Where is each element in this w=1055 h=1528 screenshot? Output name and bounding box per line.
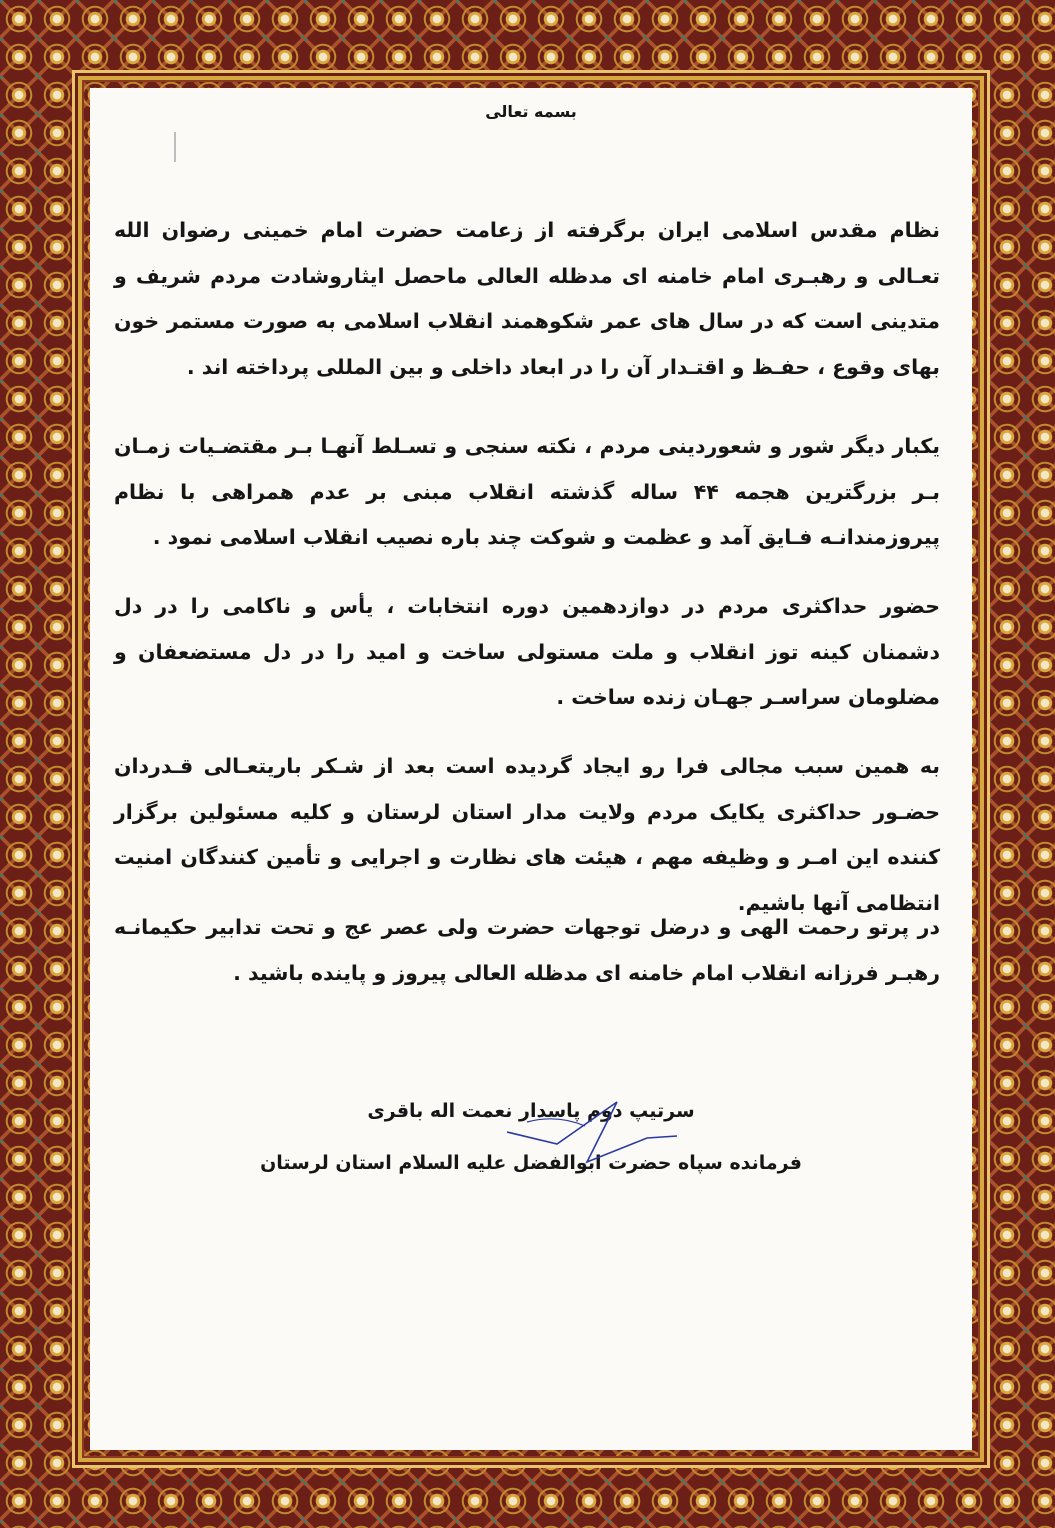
signature-block: [90, 1100, 972, 1174]
signer-title: فرمانده سپاه حضرت ابوالفضل علیه السلام استان لرستان: [260, 1152, 802, 1174]
paragraph-2: یکبار دیگر شور و شعوردینی مردم ، نکته سنجی و تسـلط آنهـا بـر مقتضـیات زمـان بـر بزرگترین هجمه ۴۴ ساله گذشته انقلاب مبنی بر عدم همراهی با نظام پیروزمندانـه فـایق آمد و عظمت و شوکت چند باره نصیب انقلاب اسلامی نمود .: [114, 434, 940, 549]
paragraph-3: حضور حداکثری مردم در دوازدهمین دوره انتخابات ، یأس و ناکامی را در دل دشمنان کینه توز انقلاب و ملت مستولی ساخت و امید را در دل مستضعفان و مضلومان سراسـر جهـان زنده ساخت .: [114, 594, 940, 709]
paragraph-4: به همین سبب مجالی فرا رو ایجاد گردیده است بعد از شـکر باریتعـالی قـدردان حضـور حداکثری یکایک مردم ولایت مدار استان لرستان و کلیه مسئولین برگزار کننده این امـر و وظیفه مهم ، هیئت های نظارت و اجرایی و تأمین کنندگان امنیت انتظامی آنها باشیم.: [114, 754, 940, 915]
signer-name-text: سرتیپ دوم پاسدار نعمت اله باقری: [367, 1100, 695, 1122]
paragraph-5: در پرتو رحمت الهی و درضل توجهات حضرت ولی عصر عج و تحت تدابیر حکیمانـه رهبـر فرزانه انقلاب امام خامنه ای مدظله العالی پیروز و پاینده باشید .: [114, 915, 940, 985]
letter-page: [90, 88, 972, 1450]
paragraph-1: نظام مقدس اسلامی ایران برگرفته از زعامت حضرت امام خمینی رضوان الله تعـالی و رهبـری امام خامنه ای مدظله العالی ماحصل ایثاروشادت مردم شریف و متدینی است که در سال های عمر شکوهمند انقلاب اسلامی به صورت مستمر خون بهای وقوع ، حفـظ و اقتـدار آن را در ابعاد داخلی و بین المللی پرداخته اند .: [114, 218, 940, 379]
signer-name: [367, 1100, 694, 1122]
letter-heading: بسمه تعالی: [485, 102, 577, 121]
letter-body: [90, 88, 972, 1450]
pen-mark: [174, 132, 176, 162]
